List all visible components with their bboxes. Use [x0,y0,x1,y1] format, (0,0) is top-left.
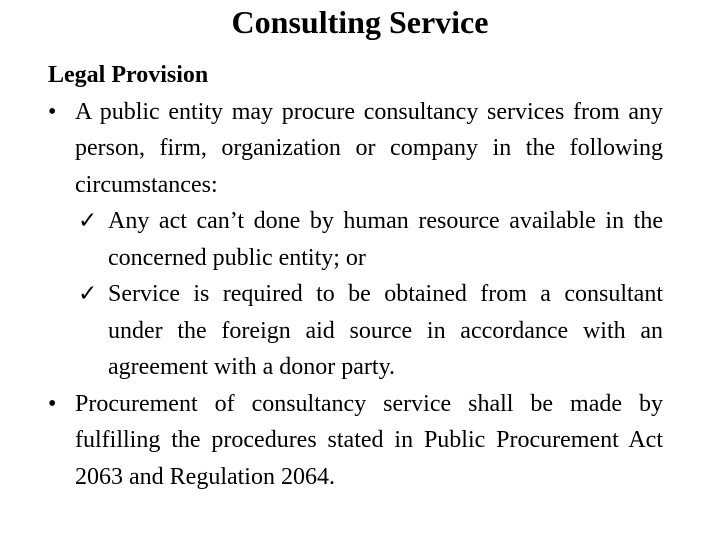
bullet-text: A public entity may procure consultancy services from any person, firm, organization or company in the following circumstances: [75,98,663,198]
sub-bullet-item-1 [48,203,663,276]
bullet-marker: • [48,98,57,125]
sub-bullet-text: Service is required to be obtained from a consultant under the foreign aid source in accordance with an agreement with a donor party. [108,281,663,380]
checkmark-icon: ✓ [78,281,98,307]
bullet-marker: • [48,390,57,417]
bullet-text: Procurement of consultancy service shall be made by fulfilling the procedures stated in Public Procurement Act 2063 and Regulation 2064. [75,390,663,490]
section-heading: Legal Provision [48,62,209,88]
bullet-item-2 [48,386,663,496]
sub-bullet-text: Any act can’t done by human resource available in the concerned public entity; or [108,208,663,271]
checkmark-icon: ✓ [78,208,98,234]
slide-title: Consulting Service [231,4,489,40]
bullet-item-1 [48,94,663,204]
sub-bullet-item-2 [48,276,663,386]
slide-content [48,57,663,495]
